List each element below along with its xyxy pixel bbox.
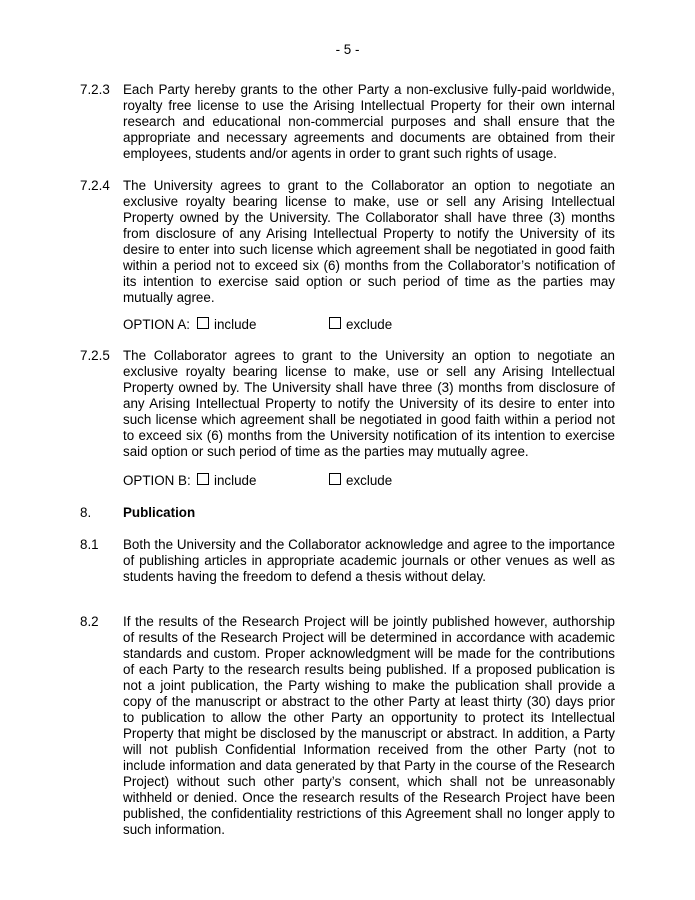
clause-text: If the results of the Research Project will be jointly published however, authorship of results of the Research Project will be determined in accordance with academic standards and custom. Proper acknowledgment will be made for the contributions of each Party to the research results being published. If a proposed publication is not a joint publication, the Party wishing to make the publication shall provide a copy of the manuscript or abstract to the other Party at least thirty (30) days prior to publication to allow the other Party an opportunity to protect its Intellectual Property that might be disclosed by the manuscript or abstract. In addition, a Party will not publish Confidential Information received from the other Party (not to include information and data generated by that Party in the course of the Research Project) without such other party’s consent, which shall not be unreasonably withheld or denied. Once the research results of the Research Project have been published, the confidentiality restrictions of this Agreement shall no longer apply to such information. (123, 614, 615, 837)
clause-number: 7.2.5 (80, 348, 110, 363)
option-b-include-label: include (214, 473, 257, 488)
option-a-label: OPTION A: (123, 317, 190, 332)
checkbox-icon (197, 317, 209, 329)
section-number: 8. (80, 505, 92, 520)
clause-7-2-4 (80, 178, 615, 306)
section-title: Publication (123, 505, 196, 520)
clause-number: 7.2.3 (80, 82, 110, 97)
option-a-include-label: include (214, 317, 257, 332)
checkbox-icon (329, 473, 341, 485)
page-number: - 5 - (335, 42, 360, 57)
option-a-row (123, 317, 423, 333)
clause-number: 7.2.4 (80, 178, 110, 193)
clause-number: 8.2 (80, 614, 99, 629)
option-b-label: OPTION B: (123, 473, 191, 488)
section-8-heading (80, 505, 196, 521)
option-a-exclude-label: exclude (346, 317, 393, 332)
checkbox-icon (197, 473, 209, 485)
clause-7-2-5 (80, 348, 615, 460)
clause-text: Each Party hereby grants to the other Party a non-exclusive fully-paid worldwide, royalty free license to use the Arising Intellectual Property for their own internal research and educational non-commercial purposes and shall ensure that the appropriate and necessary agreements and documents are obtained from their employees, students and/or agents in order to grant such rights of usage. (123, 82, 615, 161)
clause-number: 8.1 (80, 537, 99, 552)
checkbox-icon (329, 317, 341, 329)
clause-7-2-3 (80, 82, 615, 162)
clause-text: Both the University and the Collaborator acknowledge and agree to the importance of publishing articles in appropriate academic journals or other venues as well as students having the freedom to defend a thesis without delay. (123, 537, 615, 584)
clause-text: The University agrees to grant to the Collaborator an option to negotiate an exclusive royalty bearing license to make, use or sell any Arising Intellectual Property owned by the University. The Collaborator shall have three (3) months from disclosure of any Arising Intellectual Property to notify the University of its desire to enter into such license which agreement shall be negotiated in good faith within a period not to exceed six (6) months from the Collaborator’s notification of its intention to exercise said option or such period of time as the parties may mutually agree. (123, 178, 615, 305)
option-b-exclude-label: exclude (346, 473, 393, 488)
clause-text: The Collaborator agrees to grant to the University an option to negotiate an exclusive royalty bearing license to make, use or sell any Arising Intellectual Property owned by. The University shall have three (3) months from disclosure of any Arising Intellectual Property to notify the University of its desire to enter into such license which agreement shall be negotiated in good faith within a period not to exceed six (6) months from the University notification of its intention to exercise said option or such period of time as the parties may mutually agree. (123, 348, 615, 459)
option-b-row (123, 473, 423, 489)
clause-8-2 (80, 614, 615, 838)
clause-8-1 (80, 537, 615, 585)
